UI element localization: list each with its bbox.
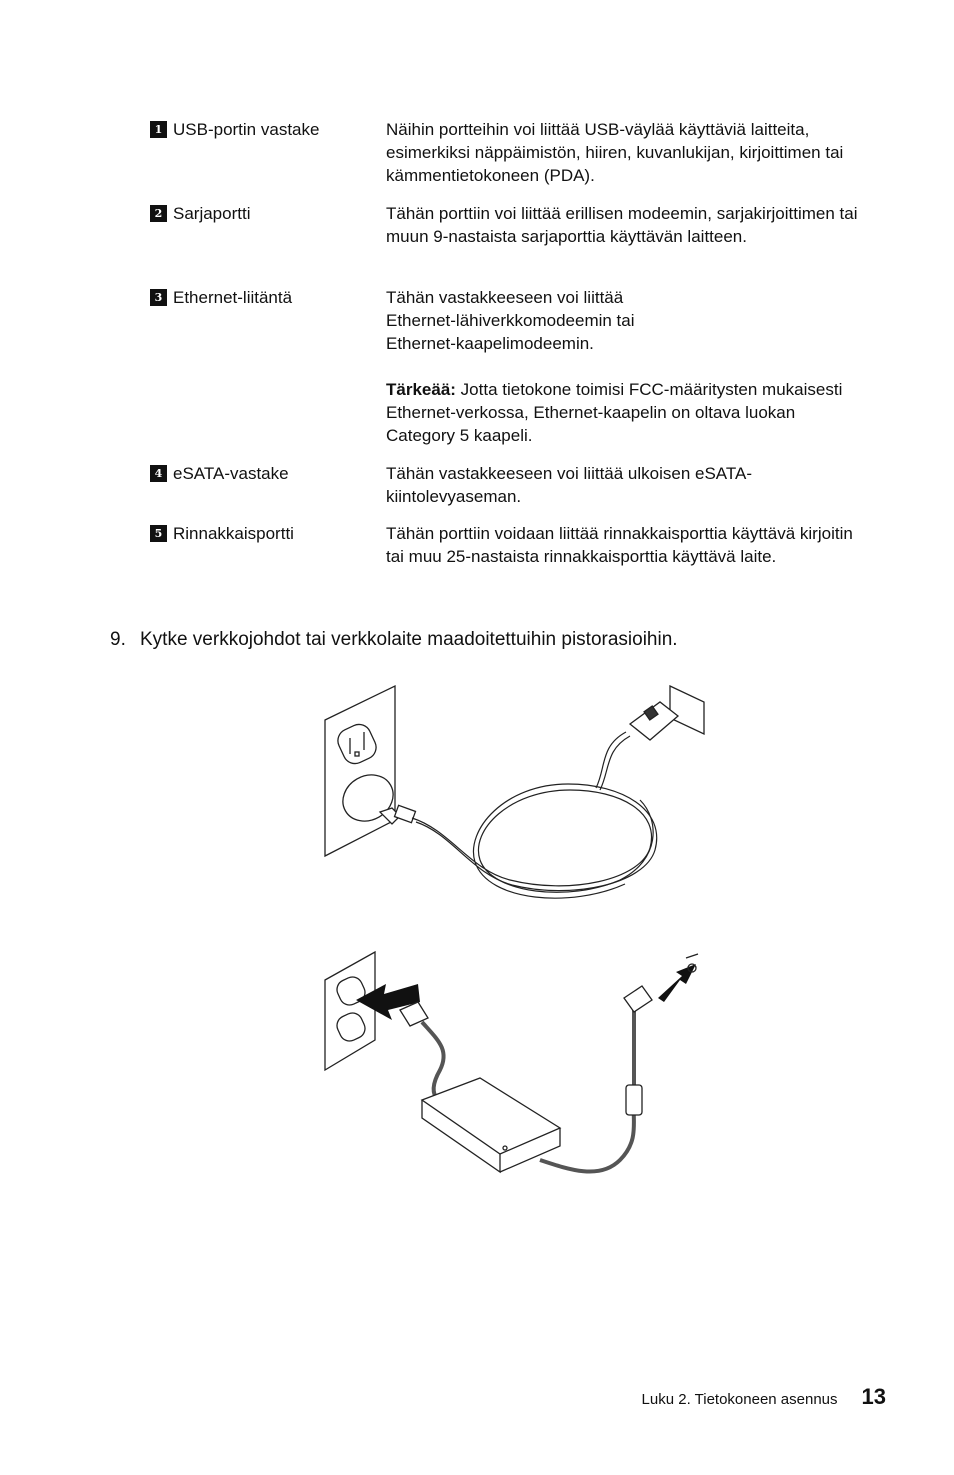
port-description-list — [150, 118, 870, 606]
port-description-text: Tähän porttiin voi liittää erillisen modeemin, sarjakirjoittimen tai muun 9-nastaista sarjaporttia käyttävän laitteen. — [386, 204, 858, 246]
chapter-title: Luku 2. Tietokoneen asennus — [641, 1391, 838, 1408]
port-term-label: eSATA-vastake — [173, 464, 289, 483]
port-row-parallel — [150, 522, 870, 606]
callout-badge: 3 — [150, 289, 167, 306]
step-text: Kytke verkkojohdot tai verkkolaite maadoitettuihin pistorasioihin. — [140, 629, 678, 650]
port-term — [150, 462, 386, 522]
port-term — [150, 118, 386, 202]
port-term-label: Ethernet-liitäntä — [173, 288, 293, 307]
note-label: Tärkeää: — [386, 380, 456, 399]
port-description — [386, 286, 858, 462]
port-term — [150, 202, 386, 286]
important-note — [386, 378, 858, 447]
port-description — [386, 202, 858, 286]
port-term-label: Rinnakkaisportti — [173, 524, 294, 543]
adapter-cord-icon — [422, 1022, 444, 1100]
port-description-text: Näihin portteihin voi liittää USB-väylää käyttäviä laitteita, esimerkiksi näppäimistön, hiiren, kuvanlukijan, kirjoittimen tai kämmentietokoneen (PDA). — [386, 120, 844, 185]
dc-cord-icon — [540, 1010, 634, 1172]
wall-outlet-top-icon — [325, 686, 395, 856]
port-row-usb — [150, 118, 870, 202]
callout-badge: 1 — [150, 121, 167, 138]
port-row-ethernet — [150, 286, 870, 462]
page-number: 13 — [861, 1384, 886, 1409]
note-text: Jotta tietokone toimisi FCC-määritysten mukaisesti Ethernet-verkossa, Ethernet-kaapelin on oltava luokan Category 5 kaapeli. — [386, 380, 843, 445]
port-term — [150, 286, 386, 462]
callout-badge: 5 — [150, 525, 167, 542]
port-term-label: Sarjaportti — [173, 204, 251, 223]
port-row-esata — [150, 462, 870, 522]
port-description-text: Tähän porttiin voidaan liittää rinnakkaisporttia käyttävä kirjoitin tai muu 25-nastaista rinnakkaisporttia käyttävä laite. — [386, 524, 853, 566]
port-description-text: Tähän vastakkeeseen voi liittää ulkoisen eSATA-kiintolevyaseman. — [386, 464, 753, 506]
port-term — [150, 522, 386, 606]
coiled-cord-icon — [412, 732, 657, 898]
page-footer — [642, 1384, 886, 1410]
port-description — [386, 462, 858, 522]
power-cord-illustration — [300, 680, 720, 1200]
port-description-text: Tähän vastakkeeseen voi liittää Ethernet-lähiverkkomodeemin tai Ethernet-kaapelimodeemin. — [386, 288, 635, 353]
arrow-right-icon — [658, 964, 696, 1002]
callout-badge: 4 — [150, 465, 167, 482]
ferrite-bead-icon — [626, 1085, 642, 1115]
instruction-step — [110, 627, 678, 653]
port-term-label: USB-portin vastake — [173, 120, 320, 139]
power-adapter-icon — [422, 1078, 560, 1172]
step-number: 9. — [110, 629, 126, 650]
plug-socket-top-right-icon — [630, 686, 704, 740]
wall-outlet-bottom-icon — [325, 952, 375, 1070]
port-row-serial — [150, 202, 870, 286]
port-description — [386, 522, 858, 606]
port-description — [386, 118, 858, 202]
callout-badge: 2 — [150, 205, 167, 222]
dc-plug-icon — [624, 986, 652, 1012]
